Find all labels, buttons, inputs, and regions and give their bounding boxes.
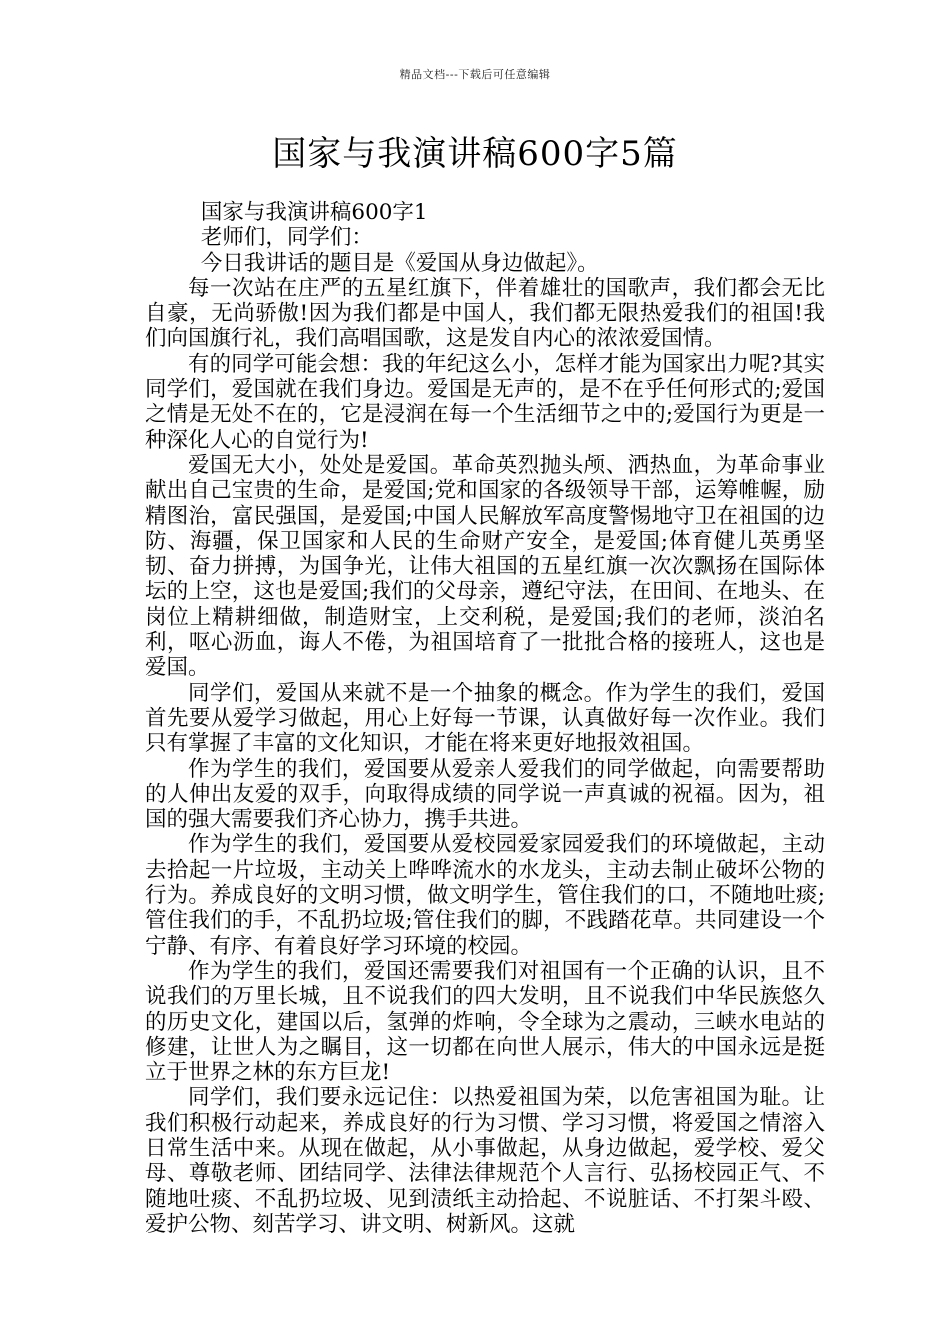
body-paragraph: 爱国无大小，处处是爱国。革命英烈抛头颅、洒热血，为革命事业献出自己宝贵的生命，是爱国;党和国家的各级领导干部，运筹帷幄，励精图治，富民强国，是爱国;中国人民解放军高度警惕地守卫在祖国的边防、海疆，保卫国家和人民的生命财产安全，是爱国;体育健儿英勇坚韧、奋力拼搏，为国争光，让伟大祖国的五星红旗一次次飘扬在国际体坛的上空，这也是爱国;我们的父母亲，遵纪守法，在田间、在地头、在岗位上精耕细做，制造财宝，上交利税，是爱国;我们的老师，淡泊名利，呕心沥血，诲人不倦，为祖国培育了一批批合格的接班人，这也是爱国。 (145, 452, 825, 681)
body-paragraph: 同学们，爱国从来就不是一个抽象的概念。作为学生的我们，爱国首先要从爱学习做起，用心上好每一节课，认真做好每一次作业。我们只有掌握了丰富的文化知识，才能在将来更好地报效祖国。 (145, 680, 825, 757)
body-paragraph: 每一次站在庄严的五星红旗下，伴着雄壮的国歌声，我们都会无比自豪，无尚骄傲!因为我们都是中国人，我们都无限热爱我们的祖国!我们向国旗行礼，我们高唱国歌，这是发自内心的浓浓爱国情。 (145, 275, 825, 352)
header-note: 精品文档---下载后可任意编辑 (399, 68, 551, 81)
greeting-paragraph: 老师们，同学们： (200, 225, 373, 251)
subtitle-paragraph: 国家与我演讲稿600字1 (200, 200, 428, 225)
document-body (145, 200, 825, 1237)
body-paragraph: 有的同学可能会想：我的年纪这么小，怎样才能为国家出力呢?其实同学们，爱国就在我们身边。爱国是无声的，是不在乎任何形式的;爱国之情是无处不在的，它是浸润在每一个生活细节之中的;爱国行为更是一种深化人心的自觉行为! (145, 351, 825, 453)
body-paragraph: 作为学生的我们，爱国要从爱亲人爱我们的同学做起，向需要帮助的人伸出友爱的双手，向取得成绩的同学说一声真诚的祝福。因为，祖国的强大需要我们齐心协力，携手共进。 (145, 756, 825, 833)
body-paragraph: 作为学生的我们，爱国要从爱校园爱家园爱我们的环境做起，主动去拾起一片垃圾，主动关上哗哗流水的水龙头，主动去制止破坏公物的行为。养成良好的文明习惯，做文明学生，管住我们的口，不随地吐痰;管住我们的手，不乱扔垃圾;管住我们的脚，不践踏花草。共同建设一个宁静、有序、有着良好学习环境的校园。 (145, 832, 825, 959)
body-paragraph: 同学们，我们要永远记住：以热爱祖国为荣，以危害祖国为耻。让我们积极行动起来，养成良好的行为习惯、学习习惯，将爱国之情溶入日常生活中来。从现在做起，从小事做起，从身边做起，爱学校、爱父母、尊敬老师、团结同学、法律法律规范个人言行、弘扬校园正气、不随地吐痰、不乱扔垃圾、见到渍纸主动拾起、不说脏话、不打架斗殴、爱护公物、刻苦学习、讲文明、树新风。这就 (145, 1085, 825, 1237)
document-title: 国家与我演讲稿600字5篇 (272, 134, 678, 174)
body-paragraph: 作为学生的我们，爱国还需要我们对祖国有一个正确的认识，且不说我们的万里长城，且不说我们的四大发明，且不说我们中华民族悠久的历史文化，建国以后，氢弹的炸响，令全球为之震动，三峡水电站的修建，让世人为之瞩目，这一切都在向世人展示，伟大的中国永远是挺立于世界之林的东方巨龙! (145, 958, 825, 1086)
topic-paragraph: 今日我讲话的题目是《爱国从身边做起》。 (200, 250, 599, 276)
